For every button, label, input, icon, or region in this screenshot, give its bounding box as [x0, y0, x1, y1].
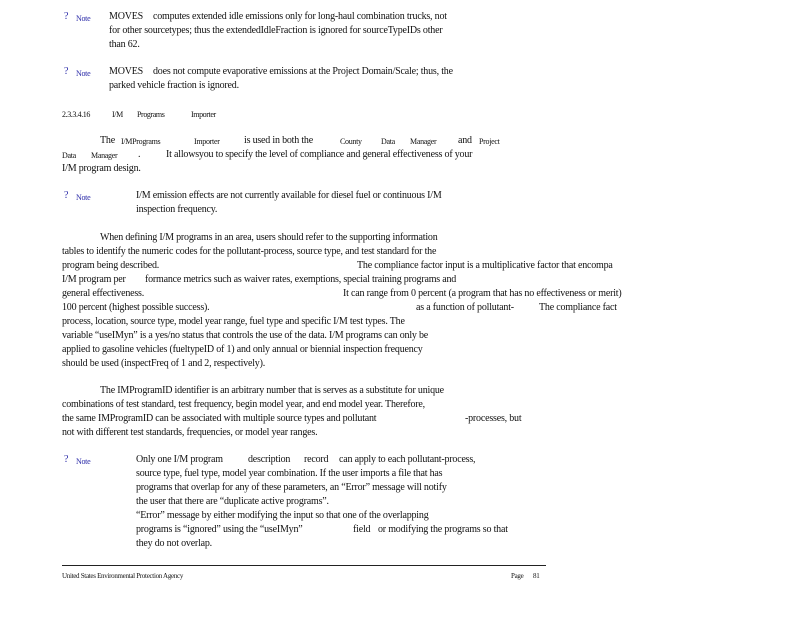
text-run: field — [353, 524, 371, 535]
text-run: tables to identify the numeric codes for the pollutant-process, source type, and test standard for the — [62, 246, 437, 257]
note-line: for other sourcetypes; thus the extendedIdleFraction is ignored for sourceTypeIDs other — [109, 25, 443, 36]
text-run: I/M program design. — [62, 163, 141, 174]
text-run: general effectiveness. — [62, 288, 145, 299]
text-run: applied to gasoline vehicles (fueltypeID of 1) and only annual or biennial inspection frequency — [62, 344, 423, 355]
note-word: MOVES — [109, 11, 144, 22]
text-run: can apply to each pollutant-process, — [339, 454, 476, 465]
text-run: the same IMProgramID can be associated with multiple source types and pollutant — [62, 413, 377, 424]
text-run: County — [340, 137, 362, 146]
text-run: formance metrics such as waiver rates, exemptions, special training programs and — [145, 274, 457, 285]
text-run: Only one I/M program — [136, 454, 223, 465]
text-run: Project — [479, 137, 500, 146]
text-run: or modifying the programs so that — [378, 524, 508, 535]
text-run: Manager — [410, 137, 437, 146]
note-line: parked vehicle fraction is ignored. — [109, 80, 239, 91]
text-run: combinations of test standard, test frequency, begin model year, and end model year. Therefore, — [62, 399, 425, 410]
text-run: as a function of pollutant- — [416, 302, 514, 313]
section-title-word: I/M — [112, 110, 123, 119]
text-run: Importer — [194, 137, 220, 146]
text-run: Manager — [91, 151, 118, 160]
text-run: 100 percent (highest possible success). — [62, 302, 210, 313]
note-line: “Error” message by either modifying the input so that one of the overlapping — [136, 510, 429, 521]
note-line: computes extended idle emissions only for long-haul combination trucks, not — [153, 11, 447, 22]
text-run: Data — [62, 151, 76, 160]
text-run: The compliance fact — [539, 302, 617, 313]
text-run: process, location, source type, model year range, fuel type and specific I/M test types. The — [62, 316, 405, 327]
text-run: is used in both the — [244, 135, 313, 146]
text-run: The compliance factor input is a multiplicative factor that encompa — [357, 260, 613, 271]
text-run: description — [248, 454, 291, 465]
text-run: When defining I/M programs in an area, users should refer to the supporting information — [100, 232, 438, 243]
note-label: Note — [76, 69, 91, 78]
text-run: and — [458, 135, 472, 146]
text-run: The IMProgramID identifier is an arbitrary number that is serves as a substitute for unique — [100, 385, 444, 396]
note-line: they do not overlap. — [136, 538, 212, 549]
note-marker-icon: ? — [64, 454, 69, 465]
text-run: It can range from 0 percent (a program that has no effectiveness or merit) — [343, 288, 622, 299]
text-run: programs is “ignored” using the “useIMyn” — [136, 524, 303, 535]
note-word: MOVES — [109, 66, 144, 77]
section-number: 2.3.3.4.16 — [62, 110, 91, 119]
text-run: The — [100, 135, 115, 146]
text-run: record — [304, 454, 329, 465]
text-run: I/M program per — [62, 274, 126, 285]
text-run: should be used (inspectFreq of 1 and 2, respectively). — [62, 358, 266, 369]
note-line: source type, fuel type, model year combination. If the user imports a file that has — [136, 468, 443, 479]
text-run: Data — [381, 137, 395, 146]
footer-agency: United States Environmental Protection Agency — [62, 572, 184, 580]
section-title-word: Importer — [191, 110, 216, 119]
text-run: . — [138, 149, 141, 160]
note-line: than 62. — [109, 39, 140, 50]
note-label: Note — [76, 14, 91, 23]
note-line: does not compute evaporative emissions at the Project Domain/Scale; thus, the — [153, 66, 453, 77]
section-title-word: Programs — [137, 110, 165, 119]
note-line: the user that there are “duplicate active programs”. — [136, 496, 329, 507]
note-marker-icon: ? — [64, 66, 69, 77]
note-line: programs that overlap for any of these parameters, an “Error” message will notify — [136, 482, 447, 493]
note-label: Note — [76, 193, 91, 202]
footer-page-number: 81 — [533, 572, 540, 580]
footer-rule — [62, 565, 546, 566]
note-marker-icon: ? — [64, 190, 69, 201]
note-marker-icon: ? — [64, 11, 69, 22]
text-run: variable “useIMyn” is a yes/no status that controls the use of the data. I/M programs can only be — [62, 330, 429, 341]
text-run: I/MPrograms — [121, 137, 161, 146]
note-line: inspection frequency. — [136, 204, 218, 215]
text-run: -processes, but — [465, 413, 522, 424]
note-label: Note — [76, 457, 91, 466]
note-line: I/M emission effects are not currently available for diesel fuel or continuous I/M — [136, 190, 442, 201]
text-run: not with different test standards, frequencies, or model year ranges. — [62, 427, 318, 438]
footer-page-label: Page — [511, 572, 524, 580]
text-run: It allowsyou to specify the level of compliance and general effectiveness of your — [166, 149, 473, 160]
text-run: program being described. — [62, 260, 160, 271]
